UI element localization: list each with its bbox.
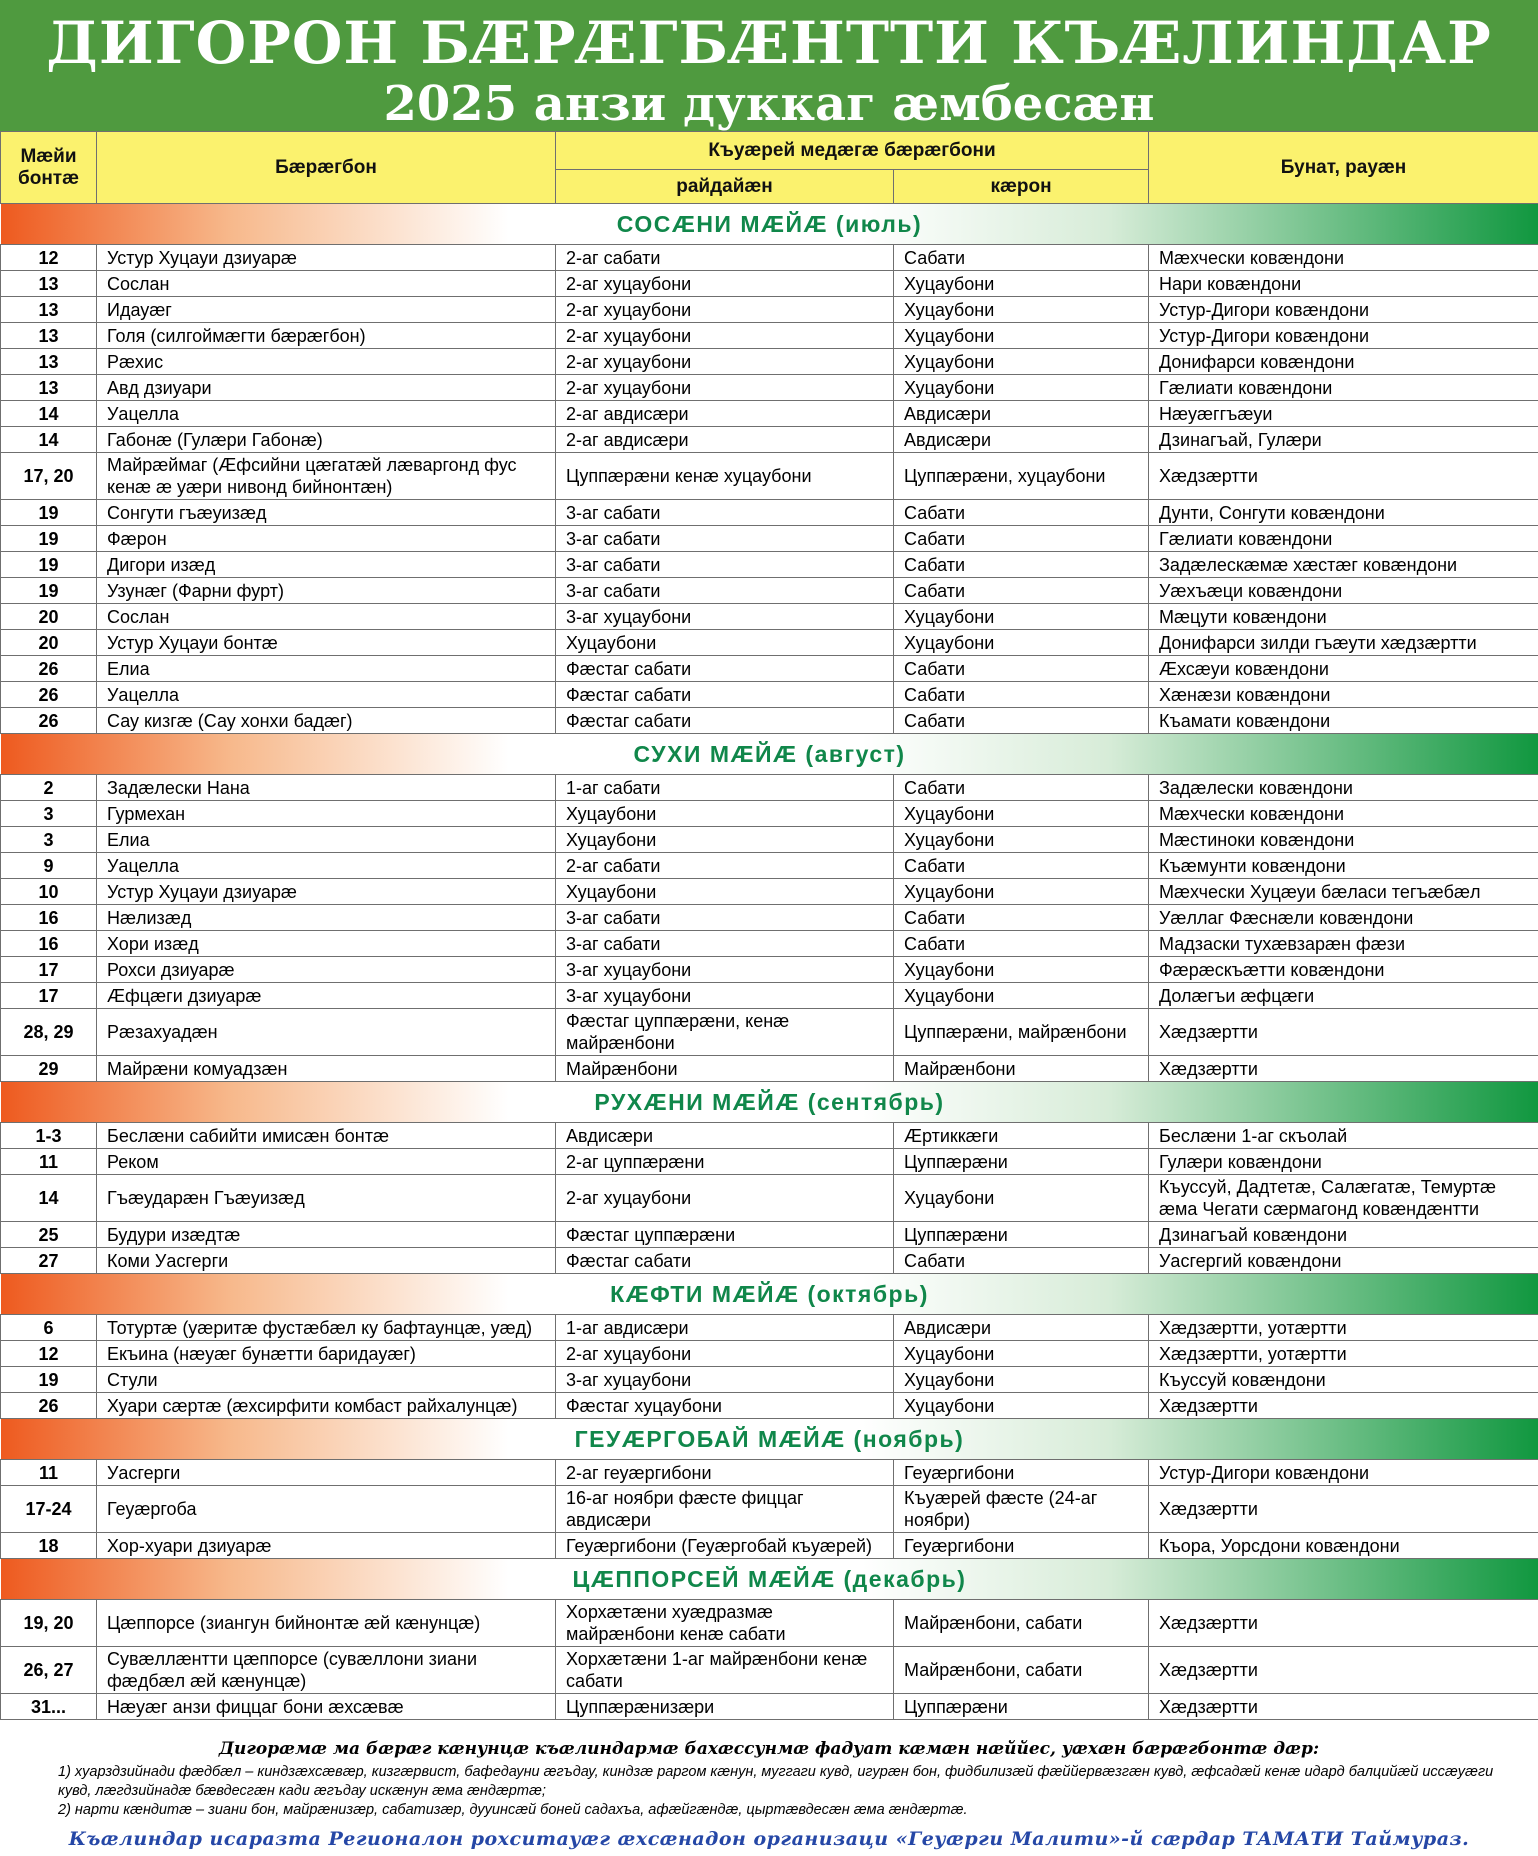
day-cell: 19 xyxy=(1,500,97,526)
day-cell: 19, 20 xyxy=(1,1600,97,1647)
table-row xyxy=(1,931,1538,957)
place-cell: Устур-Дигори ковæндони xyxy=(1149,297,1538,323)
holiday-cell: Задæлески Нана xyxy=(97,775,556,801)
end-cell: Цуппæрæни xyxy=(894,1149,1149,1175)
holiday-cell: Стули xyxy=(97,1367,556,1393)
month-row xyxy=(1,1274,1538,1315)
begin-cell: Хуцаубони xyxy=(556,879,894,905)
holiday-cell: Сослан xyxy=(97,271,556,297)
day-cell: 31... xyxy=(1,1694,97,1720)
place-cell: Хæдзæртти xyxy=(1149,1486,1538,1533)
day-cell: 14 xyxy=(1,427,97,453)
place-cell: Донифарси ковæндони xyxy=(1149,349,1538,375)
place-cell: Нари ковæндони xyxy=(1149,271,1538,297)
holiday-cell: Геуæргоба xyxy=(97,1486,556,1533)
end-cell: Сабати xyxy=(894,1248,1149,1274)
begin-cell: Хуцаубони xyxy=(556,630,894,656)
holiday-cell: Голя (силгоймæгти бæрæгбон) xyxy=(97,323,556,349)
place-cell: Нæуæггъæуи xyxy=(1149,401,1538,427)
end-cell: Майрæнбони, сабати xyxy=(894,1600,1149,1647)
day-cell: 2 xyxy=(1,775,97,801)
table-row xyxy=(1,1175,1538,1222)
day-cell: 19 xyxy=(1,552,97,578)
table-row xyxy=(1,552,1538,578)
month-cell xyxy=(1,734,1538,775)
end-cell: Хуцаубони xyxy=(894,1367,1149,1393)
place-cell: Хæдзæртти xyxy=(1149,1009,1538,1056)
day-cell: 14 xyxy=(1,401,97,427)
month-row xyxy=(1,1082,1538,1123)
table-row xyxy=(1,1460,1538,1486)
end-cell: Майрæнбони, сабати xyxy=(894,1647,1149,1694)
table-row xyxy=(1,453,1538,500)
begin-cell: 2-аг хуцаубони xyxy=(556,271,894,297)
place-cell: Къуссуй ковæндони xyxy=(1149,1367,1538,1393)
begin-cell: 2-аг авдисæри xyxy=(556,401,894,427)
begin-cell: 2-аг хуцаубони xyxy=(556,297,894,323)
holiday-cell: Нæуæг анзи фиццаг бони æхсæвæ xyxy=(97,1694,556,1720)
table-row xyxy=(1,323,1538,349)
table-row xyxy=(1,905,1538,931)
end-cell: Хуцаубони xyxy=(894,1341,1149,1367)
place-cell: Хæдзæртти xyxy=(1149,453,1538,500)
day-cell: 9 xyxy=(1,853,97,879)
table-row xyxy=(1,1123,1538,1149)
place-cell: Уæллаг Фæснæли ковæндони xyxy=(1149,905,1538,931)
begin-cell: 1-аг сабати xyxy=(556,775,894,801)
holiday-cell: Хуари сæртæ (æхсирфити комбаст райхалунцæ) xyxy=(97,1393,556,1419)
table-row xyxy=(1,682,1538,708)
day-cell: 26 xyxy=(1,708,97,734)
footnote-1: 1) хуарздзийнади фæдбæл – киндзæхсæвæр, кизгæрвист, бафедауни æгъдау, киндзæ раргом кæнун, муггаги кувд, игурæн бон, фидбилизæй фæййервæзгæн кувд, æфсадæй кенæ идард балцийæй иссæуæги кувд, лæгдзийнадæ бæвдесгæн кади æгъдау искæнун æма æндæртæ; xyxy=(58,1764,1494,1799)
holiday-cell: Уацелла xyxy=(97,401,556,427)
holiday-cell: Будури изæдтæ xyxy=(97,1222,556,1248)
day-cell: 19 xyxy=(1,578,97,604)
end-cell: Хуцаубони xyxy=(894,801,1149,827)
place-cell: Уасгергий ковæндони xyxy=(1149,1248,1538,1274)
holiday-cell: Беслæни сабийти имисæн бонтæ xyxy=(97,1123,556,1149)
begin-cell: 3-аг хуцаубони xyxy=(556,983,894,1009)
place-cell: Къамати ковæндони xyxy=(1149,708,1538,734)
place-cell: Хæдзæртти, уотæртти xyxy=(1149,1341,1538,1367)
begin-cell: 2-аг цуппæрæни xyxy=(556,1149,894,1175)
table-row xyxy=(1,957,1538,983)
holiday-cell: Авд дзиуари xyxy=(97,375,556,401)
table-row xyxy=(1,656,1538,682)
holiday-cell: Коми Уасгерги xyxy=(97,1248,556,1274)
begin-cell: Авдисæри xyxy=(556,1123,894,1149)
end-cell: Геуæргибони xyxy=(894,1533,1149,1559)
table-row xyxy=(1,1393,1538,1419)
place-cell: Беслæни 1-аг скъолай xyxy=(1149,1123,1538,1149)
day-cell: 25 xyxy=(1,1222,97,1248)
place-cell: Хæдзæртти, уотæртти xyxy=(1149,1315,1538,1341)
month-header: РУХÆНИ МÆЙÆ (сентябрь) xyxy=(1,1082,1538,1122)
day-cell: 11 xyxy=(1,1149,97,1175)
end-cell: Хуцаубони xyxy=(894,375,1149,401)
day-cell: 27 xyxy=(1,1248,97,1274)
table-row xyxy=(1,375,1538,401)
place-cell: Къуссуй, Дадтетæ, Салæгатæ, Темуртæ æма Чегати сæрмагонд ковæндæнтти xyxy=(1149,1175,1538,1222)
month-row xyxy=(1,204,1538,245)
table-row xyxy=(1,801,1538,827)
holiday-cell: Елиа xyxy=(97,827,556,853)
holiday-cell: Хор-хуари дзиуарæ xyxy=(97,1533,556,1559)
place-cell: Мадзаски тухæвзарæн фæзи xyxy=(1149,931,1538,957)
day-cell: 20 xyxy=(1,604,97,630)
begin-cell: 3-аг сабати xyxy=(556,500,894,526)
holiday-cell: Габонæ (Гулæри Габонæ) xyxy=(97,427,556,453)
holiday-cell: Уацелла xyxy=(97,682,556,708)
place-cell: Мæхчески ковæндони xyxy=(1149,801,1538,827)
table-row xyxy=(1,1694,1538,1720)
day-cell: 19 xyxy=(1,526,97,552)
end-cell: Сабати xyxy=(894,931,1149,957)
end-cell: Хуцаубони xyxy=(894,271,1149,297)
place-cell: Къæмунти ковæндони xyxy=(1149,853,1538,879)
table-row xyxy=(1,1600,1538,1647)
table-row xyxy=(1,1486,1538,1533)
day-cell: 12 xyxy=(1,245,97,271)
begin-cell: 3-аг сабати xyxy=(556,526,894,552)
begin-cell: 3-аг сабати xyxy=(556,931,894,957)
month-header: ЦÆППОРСЕЙ МÆЙÆ (декабрь) xyxy=(1,1559,1538,1599)
day-cell: 20 xyxy=(1,630,97,656)
day-cell: 18 xyxy=(1,1533,97,1559)
column-header-holiday: Бæрæгбон xyxy=(97,132,556,204)
day-cell: 3 xyxy=(1,827,97,853)
holiday-cell: Уацелла xyxy=(97,853,556,879)
column-header-place: Бунат, рауæн xyxy=(1149,132,1538,204)
place-cell: Мæхчески ковæндони xyxy=(1149,245,1538,271)
footnote-title: Дигорæмæ ма бæрæг кæнунцæ къæлиндармæ бахæссунмæ фадуат кæмæн нæййес, уæхæн бæрæгбонтæ дæр: xyxy=(218,1739,1320,1759)
end-cell: Геуæргибони xyxy=(894,1460,1149,1486)
day-cell: 13 xyxy=(1,297,97,323)
begin-cell: 3-аг хуцаубони xyxy=(556,604,894,630)
begin-cell: Хорхæтæни 1-аг майрæнбони кенæ сабати xyxy=(556,1647,894,1694)
end-cell: Авдисæри xyxy=(894,1315,1149,1341)
footnote-2: 2) нарти кæндитæ – зиани бон, майрæнизæр, сабатизæр, дууинсæй боней садахъа, афæйгæндæ, цыртæвдесæн æма æндæртæ. xyxy=(58,1802,968,1818)
place-cell: Устур-Дигори ковæндони xyxy=(1149,323,1538,349)
begin-cell: Фæстаг цуппæрæни xyxy=(556,1222,894,1248)
day-cell: 17 xyxy=(1,983,97,1009)
day-cell: 19 xyxy=(1,1367,97,1393)
day-cell: 26 xyxy=(1,682,97,708)
day-cell: 10 xyxy=(1,879,97,905)
holiday-cell: Дигори изæд xyxy=(97,552,556,578)
month-header: СУХИ МÆЙÆ (август) xyxy=(1,734,1538,774)
table-row xyxy=(1,1149,1538,1175)
holiday-cell: Гъæударæн Гъæуизæд xyxy=(97,1175,556,1222)
end-cell: Хуцаубони xyxy=(894,630,1149,656)
end-cell: Сабати xyxy=(894,775,1149,801)
table-row xyxy=(1,630,1538,656)
end-cell: Авдисæри xyxy=(894,427,1149,453)
begin-cell: Фæстаг цуппæрæни, кенæ майрæнбони xyxy=(556,1009,894,1056)
day-cell: 17-24 xyxy=(1,1486,97,1533)
holiday-cell: Узунæг (Фарни фурт) xyxy=(97,578,556,604)
begin-cell: Цуппæрæни кенæ хуцаубони xyxy=(556,453,894,500)
place-cell: Донифарси зилди гъæути хæдзæртти xyxy=(1149,630,1538,656)
place-cell: Долæгъи æфцæги xyxy=(1149,983,1538,1009)
day-cell: 13 xyxy=(1,323,97,349)
place-cell: Задæлески ковæндони xyxy=(1149,775,1538,801)
end-cell: Хуцаубони xyxy=(894,323,1149,349)
column-header-begin: райдайæн xyxy=(556,170,894,204)
end-cell: Сабати xyxy=(894,578,1149,604)
table-row xyxy=(1,427,1538,453)
holiday-cell: Нæлизæд xyxy=(97,905,556,931)
holiday-cell: Сослан xyxy=(97,604,556,630)
page-header xyxy=(0,0,1538,131)
column-header-end: кæрон xyxy=(894,170,1149,204)
month-cell xyxy=(1,1419,1538,1460)
begin-cell: Хорхæтæни хуæдразмæ майрæнбони кенæ сабати xyxy=(556,1600,894,1647)
day-cell: 1-3 xyxy=(1,1123,97,1149)
holiday-cell: Хори изæд xyxy=(97,931,556,957)
holiday-cell: Сонгути гъæуизæд xyxy=(97,500,556,526)
holiday-cell: Тотуртæ (уæритæ фустæбæл ку бафтаунцæ, уæд) xyxy=(97,1315,556,1341)
end-cell: Хуцаубони xyxy=(894,983,1149,1009)
day-cell: 29 xyxy=(1,1056,97,1082)
day-cell: 13 xyxy=(1,375,97,401)
table-row xyxy=(1,271,1538,297)
holiday-cell: Гурмехан xyxy=(97,801,556,827)
end-cell: Хуцаубони xyxy=(894,1393,1149,1419)
place-cell: Æхсæуи ковæндони xyxy=(1149,656,1538,682)
table-row xyxy=(1,349,1538,375)
place-cell: Хæдзæртти xyxy=(1149,1056,1538,1082)
table-row xyxy=(1,879,1538,905)
day-cell: 12 xyxy=(1,1341,97,1367)
end-cell: Цуппæрæни xyxy=(894,1694,1149,1720)
end-cell: Сабати xyxy=(894,853,1149,879)
end-cell: Хуцаубони xyxy=(894,827,1149,853)
table-row xyxy=(1,1367,1538,1393)
day-cell: 16 xyxy=(1,905,97,931)
day-cell: 13 xyxy=(1,349,97,375)
begin-cell: 3-аг сабати xyxy=(556,905,894,931)
end-cell: Цуппæрæни xyxy=(894,1222,1149,1248)
place-cell: Къора, Уорсдони ковæндони xyxy=(1149,1533,1538,1559)
begin-cell: 3-аг сабати xyxy=(556,552,894,578)
end-cell: Сабати xyxy=(894,245,1149,271)
end-cell: Хуцаубони xyxy=(894,957,1149,983)
month-header: СОСÆНИ МÆЙÆ (июль) xyxy=(1,204,1538,244)
begin-cell: 2-аг авдисæри xyxy=(556,427,894,453)
holiday-cell: Фæрон xyxy=(97,526,556,552)
begin-cell: Фæстаг сабати xyxy=(556,708,894,734)
place-cell: Хæдзæртти xyxy=(1149,1647,1538,1694)
end-cell: Хуцаубони xyxy=(894,1175,1149,1222)
month-cell xyxy=(1,1082,1538,1123)
day-cell: 26 xyxy=(1,1393,97,1419)
place-cell: Дзинагъай, Гулæри xyxy=(1149,427,1538,453)
end-cell: Сабати xyxy=(894,500,1149,526)
begin-cell: Фæстаг сабати xyxy=(556,682,894,708)
table-row xyxy=(1,245,1538,271)
day-cell: 11 xyxy=(1,1460,97,1486)
table-row xyxy=(1,526,1538,552)
footnotes xyxy=(0,1737,1538,1820)
table-row xyxy=(1,1009,1538,1056)
end-cell: Хуцаубони xyxy=(894,297,1149,323)
page-title: ДИГОРОН БÆРÆГБÆНТТИ КЪÆЛИНДАР xyxy=(46,9,1492,77)
end-cell: Хуцаубони xyxy=(894,349,1149,375)
day-cell: 3 xyxy=(1,801,97,827)
place-cell: Хæдзæртти xyxy=(1149,1694,1538,1720)
table-row xyxy=(1,1341,1538,1367)
end-cell: Цуппæрæни, майрæнбони xyxy=(894,1009,1149,1056)
holiday-cell: Устур Хуцауи дзиуарæ xyxy=(97,879,556,905)
table-row xyxy=(1,827,1538,853)
end-cell: Сабати xyxy=(894,708,1149,734)
place-cell: Хæдзæртти xyxy=(1149,1600,1538,1647)
holiday-cell: Æфцæги дзиуарæ xyxy=(97,983,556,1009)
place-cell: Гулæри ковæндони xyxy=(1149,1149,1538,1175)
holiday-cell: Уасгерги xyxy=(97,1460,556,1486)
holiday-cell: Цæппорсе (зиангун бийнонтæ æй кæнунцæ) xyxy=(97,1600,556,1647)
place-cell: Мæхчески Хуцæуи бæласи тегъæбæл xyxy=(1149,879,1538,905)
place-cell: Уæхъæци ковæндони xyxy=(1149,578,1538,604)
end-cell: Цуппæрæни, хуцаубони xyxy=(894,453,1149,500)
place-cell: Дунти, Сонгути ковæндони xyxy=(1149,500,1538,526)
end-cell: Хуцаубони xyxy=(894,879,1149,905)
place-cell: Устур-Дигори ковæндони xyxy=(1149,1460,1538,1486)
day-cell: 6 xyxy=(1,1315,97,1341)
holiday-cell: Сау кизгæ (Сау хонхи бадæг) xyxy=(97,708,556,734)
table-row xyxy=(1,1315,1538,1341)
begin-cell: 2-аг хуцаубони xyxy=(556,323,894,349)
holiday-cell: Рохси дзиуарæ xyxy=(97,957,556,983)
end-cell: Сабати xyxy=(894,905,1149,931)
end-cell: Къуæрей фæсте (24-аг ноябри) xyxy=(894,1486,1149,1533)
credit-line: Къæлиндар исаразта Регионалон рохситауæг æхсæнадон организаци «Геуæрги Малити»-й сæрдар ТАМАТИ Таймураз. xyxy=(68,1828,1470,1850)
end-cell: Майрæнбони xyxy=(894,1056,1149,1082)
begin-cell: Фæстаг хуцаубони xyxy=(556,1393,894,1419)
begin-cell: 2-аг хуцаубони xyxy=(556,1341,894,1367)
end-cell: Сабати xyxy=(894,682,1149,708)
month-row xyxy=(1,1419,1538,1460)
month-header: КÆФТИ МÆЙÆ (октябрь) xyxy=(1,1274,1538,1314)
place-cell: Хæнæзи ковæндони xyxy=(1149,682,1538,708)
begin-cell: Майрæнбони xyxy=(556,1056,894,1082)
begin-cell: Хуцаубони xyxy=(556,801,894,827)
begin-cell: 2-аг геуæргибони xyxy=(556,1460,894,1486)
holiday-table xyxy=(0,131,1538,1720)
day-cell: 28, 29 xyxy=(1,1009,97,1056)
begin-cell: Фæстаг сабати xyxy=(556,1248,894,1274)
month-row xyxy=(1,1559,1538,1600)
end-cell: Сабати xyxy=(894,656,1149,682)
day-cell: 26, 27 xyxy=(1,1647,97,1694)
place-cell: Мæцути ковæндони xyxy=(1149,604,1538,630)
end-cell: Хуцаубони xyxy=(894,604,1149,630)
table-row xyxy=(1,1056,1538,1082)
month-header: ГЕУÆРГОБАЙ МÆЙÆ (ноябрь) xyxy=(1,1419,1538,1459)
begin-cell: Цуппæрæнизæри xyxy=(556,1694,894,1720)
place-cell: Задæлескæмæ хæстæг ковæндони xyxy=(1149,552,1538,578)
table-row xyxy=(1,297,1538,323)
table-row xyxy=(1,1533,1538,1559)
holiday-cell: Реком xyxy=(97,1149,556,1175)
holiday-cell: Устур Хуцауи бонтæ xyxy=(97,630,556,656)
end-cell: Авдисæри xyxy=(894,401,1149,427)
begin-cell: Геуæргибони (Геуæргобай къуæрей) xyxy=(556,1533,894,1559)
end-cell: Æртиккæги xyxy=(894,1123,1149,1149)
place-cell: Дзинагъай ковæндони xyxy=(1149,1222,1538,1248)
table-row xyxy=(1,604,1538,630)
place-cell: Мæстиноки ковæндони xyxy=(1149,827,1538,853)
holiday-cell: Рæзахуадæн xyxy=(97,1009,556,1056)
day-cell: 14 xyxy=(1,1175,97,1222)
month-row xyxy=(1,734,1538,775)
end-cell: Сабати xyxy=(894,552,1149,578)
table-row xyxy=(1,1248,1538,1274)
page-subtitle: 2025 анзи дуккаг æмбесæн xyxy=(383,76,1155,132)
day-cell: 17 xyxy=(1,957,97,983)
day-cell: 16 xyxy=(1,931,97,957)
column-header-day: Мæйи бонтæ xyxy=(1,132,97,204)
begin-cell: 1-аг авдисæри xyxy=(556,1315,894,1341)
day-cell: 13 xyxy=(1,271,97,297)
end-cell: Сабати xyxy=(894,526,1149,552)
begin-cell: 2-аг хуцаубони xyxy=(556,349,894,375)
begin-cell: 3-аг сабати xyxy=(556,578,894,604)
month-cell xyxy=(1,1559,1538,1600)
table-row xyxy=(1,775,1538,801)
begin-cell: 2-аг хуцаубони xyxy=(556,1175,894,1222)
table-row xyxy=(1,1222,1538,1248)
holiday-cell: Екъина (нæуæг бунæтти баридауæг) xyxy=(97,1341,556,1367)
begin-cell: Хуцаубони xyxy=(556,827,894,853)
begin-cell: 16-аг ноябри фæсте фиццаг авдисæри xyxy=(556,1486,894,1533)
table-body xyxy=(1,204,1538,1720)
begin-cell: 3-аг хуцаубони xyxy=(556,957,894,983)
table-row xyxy=(1,500,1538,526)
column-header-week-group: Къуæрей медæгæ бæрæгбони xyxy=(556,132,1149,170)
holiday-cell: Сувæллæнтти цæппорсе (сувæллони зиани фæдбæл æй кæнунцæ) xyxy=(97,1647,556,1694)
day-cell: 17, 20 xyxy=(1,453,97,500)
table-row xyxy=(1,401,1538,427)
table-row xyxy=(1,983,1538,1009)
holiday-cell: Рæхис xyxy=(97,349,556,375)
begin-cell: 2-аг хуцаубони xyxy=(556,375,894,401)
begin-cell: 3-аг хуцаубони xyxy=(556,1367,894,1393)
holiday-cell: Майрæймаг (Æфсийни цæгатæй лæваргонд фус кенæ æ уæри нивонд бийнонтæн) xyxy=(97,453,556,500)
begin-cell: 2-аг сабати xyxy=(556,245,894,271)
place-cell: Хæдзæртти xyxy=(1149,1393,1538,1419)
day-cell: 26 xyxy=(1,656,97,682)
holiday-cell: Устур Хуцауи дзиуарæ xyxy=(97,245,556,271)
table-row xyxy=(1,1647,1538,1694)
place-cell: Фæрæскъæтти ковæндони xyxy=(1149,957,1538,983)
holiday-cell: Елиа xyxy=(97,656,556,682)
month-cell xyxy=(1,204,1538,245)
holiday-cell: Идауæг xyxy=(97,297,556,323)
holiday-cell: Майрæни комуадзæн xyxy=(97,1056,556,1082)
table-row xyxy=(1,578,1538,604)
begin-cell: Фæстаг сабати xyxy=(556,656,894,682)
place-cell: Гæлиати ковæндони xyxy=(1149,526,1538,552)
begin-cell: 2-аг сабати xyxy=(556,853,894,879)
table-row xyxy=(1,853,1538,879)
place-cell: Гæлиати ковæндони xyxy=(1149,375,1538,401)
table-row xyxy=(1,708,1538,734)
month-cell xyxy=(1,1274,1538,1315)
